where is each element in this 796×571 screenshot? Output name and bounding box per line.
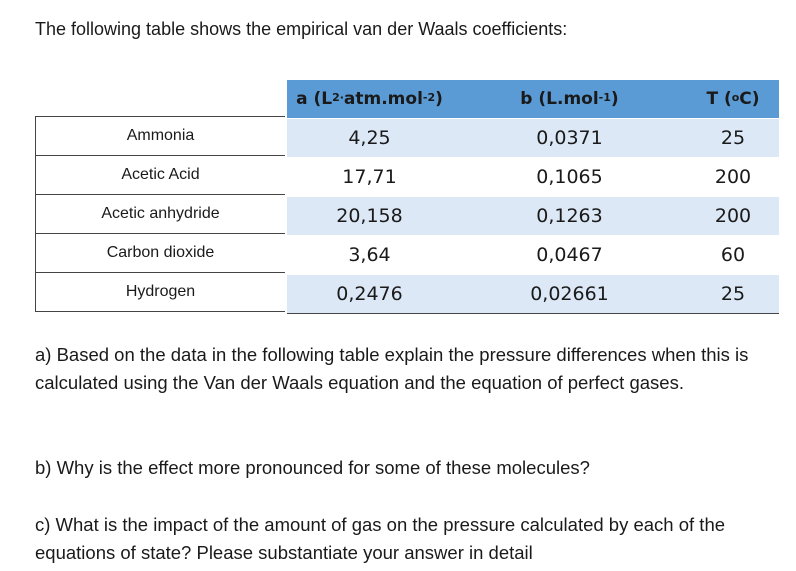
compound-name: Ammonia bbox=[35, 116, 285, 155]
table-row bbox=[287, 118, 779, 157]
compound-name: Carbon dioxide bbox=[35, 233, 285, 272]
table-row bbox=[287, 157, 779, 196]
table-row bbox=[287, 235, 779, 274]
cell-t: 200 bbox=[714, 166, 752, 188]
compound-name: Acetic anhydride bbox=[35, 194, 285, 233]
intro-text: The following table shows the empirical van der Waals coefficients: bbox=[35, 19, 568, 39]
cell-b: 0,1065 bbox=[536, 166, 603, 188]
header-a: a (L $^{2\cdot}$ atm.mol $^{-2}$ ) bbox=[296, 89, 443, 109]
cell-t: 60 bbox=[720, 244, 746, 266]
cell-a: 20,158 bbox=[336, 205, 403, 227]
cell-a: 0,2476 bbox=[336, 283, 403, 305]
question-b: b) Why is the effect more pronounced for some of these molecules? bbox=[35, 457, 590, 478]
cell-a: 3,64 bbox=[348, 244, 391, 266]
cell-b: 0,02661 bbox=[530, 283, 609, 305]
cell-t: 25 bbox=[720, 283, 746, 305]
compound-name: Hydrogen bbox=[35, 272, 285, 312]
cell-t: 25 bbox=[720, 127, 746, 149]
compound-labels bbox=[35, 116, 285, 312]
coefficients-table bbox=[287, 80, 779, 314]
cell-b: 0,1263 bbox=[536, 205, 603, 227]
cell-b: 0,0467 bbox=[536, 244, 603, 266]
cell-t: 200 bbox=[714, 205, 752, 227]
cell-a: 4,25 bbox=[348, 127, 391, 149]
header-t: T ( $^o$ C) bbox=[706, 89, 760, 109]
table-row bbox=[287, 274, 779, 314]
cell-b: 0,0371 bbox=[536, 127, 603, 149]
table-header bbox=[287, 80, 779, 118]
header-b: b (L.mol $^{-1}$ ) bbox=[520, 89, 619, 109]
question-a: a) Based on the data in the following table explain the pressure differences when this is calculated using the Van der Waals equation and the equation of perfect gases. bbox=[35, 344, 749, 393]
question-c: c) What is the impact of the amount of gas on the pressure calculated by each of the equations of state? Please substantiate your answer in detail bbox=[35, 514, 726, 563]
table-row bbox=[287, 196, 779, 235]
cell-a: 17,71 bbox=[342, 166, 397, 188]
compound-name: Acetic Acid bbox=[35, 155, 285, 194]
